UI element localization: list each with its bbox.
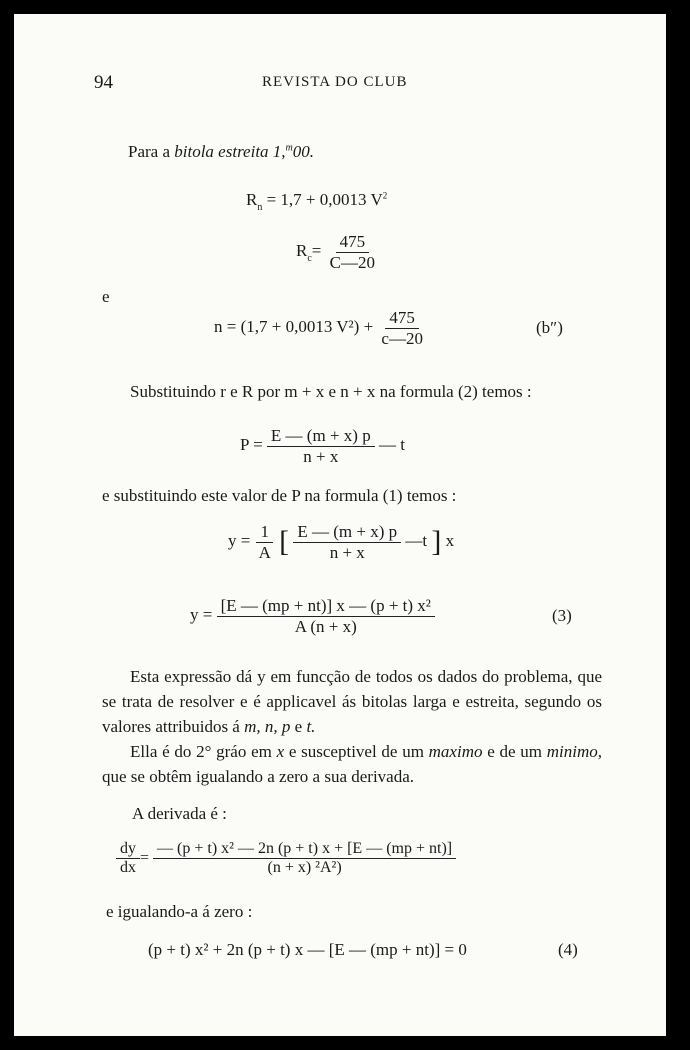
intro-line: Para a bitola estreita 1,$^m$00. <box>128 142 315 161</box>
equation-y2: y = $\frac{\text{[E — (mp + nt)] x — (p + t) x²}}{A (n + x)}$ <box>190 596 435 636</box>
equation-derivative: $\frac{dy}{dx}$ = $\frac{\text{— (p + t) x² — 2n (p + t) x + [E — (mp + nt)]}}{\text{(n + x) ²A²)}}$ <box>116 840 456 878</box>
equation-p: P = $\frac{E — (m + x) p}{n + x}$ — t <box>240 426 405 466</box>
igualando-line: e igualando-a á zero : <box>106 902 253 921</box>
word-e: e <box>102 287 110 306</box>
equation-final: (p + t) x² + 2n (p + t) x — [E — (mp + nt)] = 0 <box>148 940 467 959</box>
page <box>14 14 666 1036</box>
running-title: REVISTA DO CLUB <box>262 74 408 90</box>
page-number: 94 <box>94 72 113 93</box>
equation-tag-b: (b″) <box>536 318 563 337</box>
equation-rn: $R_n = 1,7 + 0,0013$ $V^2$ <box>246 190 388 213</box>
derivada-label: A derivada é : <box>132 804 227 823</box>
substituindo-line: Substituindo r e R por m + x e n + x na formula (2) temos : <box>130 382 532 401</box>
equation-rc: $R_c=$ $\frac{475}{C—20}$ <box>296 232 379 272</box>
substituindo-valor-line: e substituindo este valor de P na formula (1) temos : <box>102 486 457 505</box>
paragraph-expressao: Esta expressão dá y em funcção de todos os dados do problema, que se trata de resolver e é applicavel ás bitolas larga e estreita, segundo os valores attribuidos á m, n, p e t. Ella é do 2° gráo em x e susceptivel de um maximo e de um minimo, que se obtêm igualando a zero a sua derivada. <box>102 667 602 786</box>
equation-n: n = (1,7 + 0,0013 V²) + $\frac{475}{c—20}$ <box>214 308 423 348</box>
fraction-475-c20: $\frac{475}{C—20}$ <box>329 232 375 272</box>
equation-tag-4: (4) <box>558 940 578 959</box>
equation-tag-3: (3) <box>552 606 572 625</box>
equation-y1: y = $\frac{1}{A}$ [ $\frac{E — (m + x) p}{n + x}$ —t ] x <box>228 522 455 562</box>
